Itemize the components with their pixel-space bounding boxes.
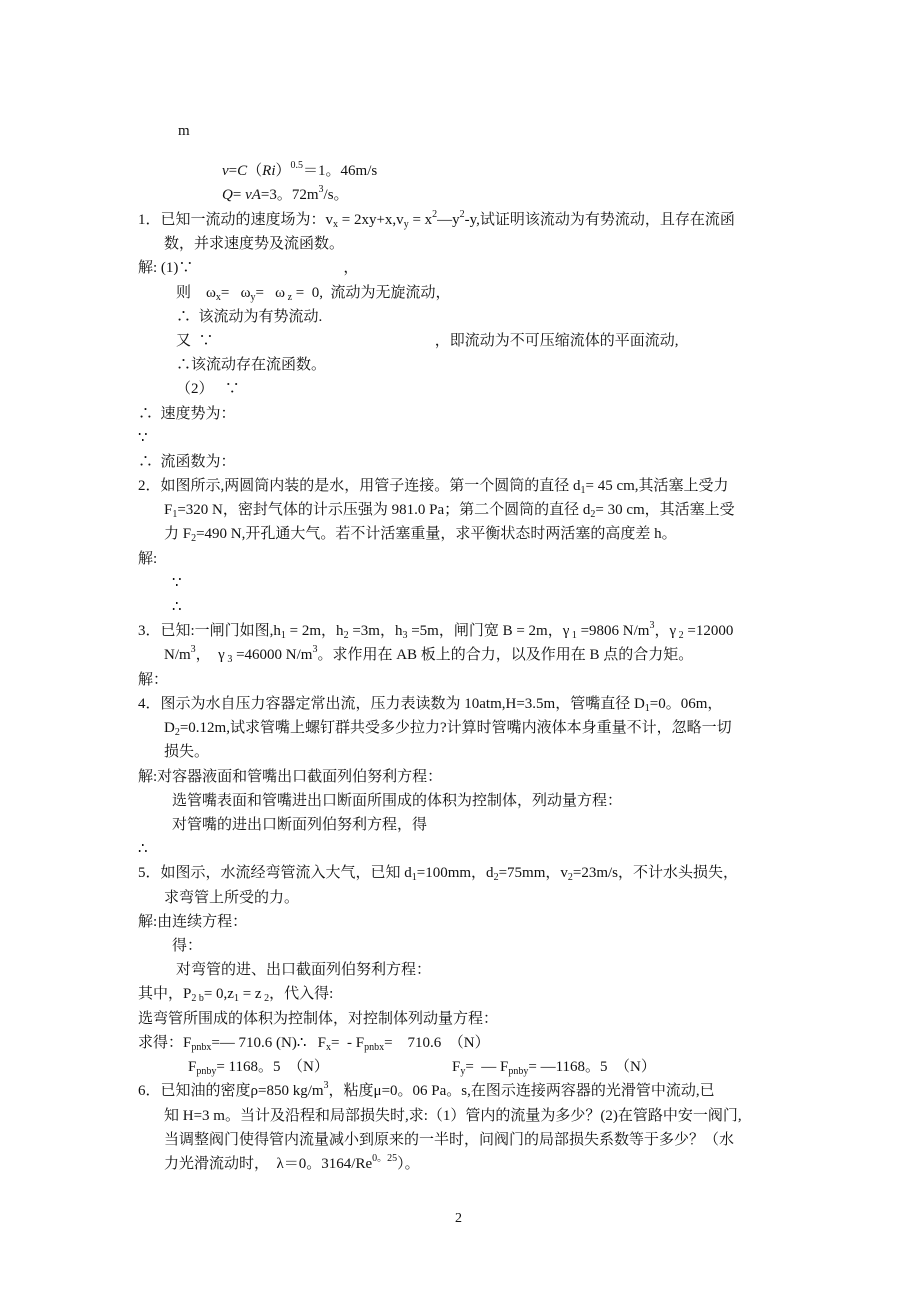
- text-segment: =: [228, 163, 238, 179]
- text-segment: C: [237, 163, 248, 179]
- text-segment: pnby: [196, 1066, 217, 1077]
- text-segment: = 2m，h: [285, 623, 344, 639]
- text-segment: = x: [408, 212, 433, 228]
- solution-line: [172, 939, 202, 954]
- text-segment: y: [250, 292, 256, 303]
- solution-line: [138, 1036, 490, 1051]
- question-2-line: [164, 527, 677, 542]
- text-segment: m: [178, 123, 190, 139]
- text-segment: z: [285, 292, 293, 303]
- text-segment: （2） ∵: [176, 381, 240, 397]
- solution-line: [172, 794, 622, 809]
- text-segment: = 0,z: [203, 986, 234, 1002]
- text-segment: x: [215, 292, 221, 303]
- solution-line: [138, 770, 442, 785]
- text-segment: v: [222, 163, 229, 179]
- text-segment: ，γ: [654, 623, 677, 639]
- text-segment: F: [164, 502, 173, 518]
- text-segment: = ω: [255, 285, 286, 301]
- solution-line: [138, 407, 236, 422]
- question-4-line: [138, 697, 722, 712]
- solution-line: [138, 431, 148, 446]
- text-segment: 2．如图所示,两圆筒内装的是水，用管子连接。第一个圆筒的直径 d: [138, 478, 581, 494]
- text-segment: 2: [432, 209, 438, 220]
- text-segment: 2: [191, 533, 197, 544]
- text-segment: = 45 cm,其活塞上受力: [585, 478, 729, 494]
- text-segment: ， γ: [195, 647, 225, 663]
- text-segment: 得：: [172, 938, 203, 954]
- text-segment: =3。72m: [260, 187, 319, 203]
- question-3-line: [164, 644, 694, 665]
- text-segment: =0。06m，: [649, 696, 723, 712]
- text-segment: 损失。: [164, 744, 210, 760]
- text-segment: 2: [676, 630, 684, 641]
- solution-line: [452, 1060, 656, 1075]
- question-6-line: [138, 1080, 715, 1099]
- text-segment: =9806 N/m: [576, 623, 650, 639]
- solution-line: [176, 358, 326, 373]
- text-segment: vA: [245, 187, 261, 203]
- text-segment: 6．已知油的密度ρ=850 kg/m: [138, 1083, 324, 1099]
- text-segment: = ω: [220, 285, 251, 301]
- text-segment: 对弯管的进、出口截面列伯努利方程：: [176, 962, 432, 978]
- text-segment: 5．如图示，水流经弯管流入大气，已知 d: [138, 865, 412, 881]
- text-segment: 3: [323, 1080, 329, 1091]
- text-segment: = 2xy+x,v: [338, 212, 404, 228]
- text-line: [222, 160, 378, 179]
- text-segment: 3: [318, 184, 324, 195]
- text-segment: =5m，闸门宽 B = 2m，γ: [407, 623, 570, 639]
- text-segment: ＝1。46m/s: [303, 163, 378, 179]
- text-segment: ∵: [138, 430, 148, 446]
- text-segment: x: [333, 219, 339, 230]
- question-4-line: [164, 721, 732, 736]
- text-segment: =: [232, 187, 246, 203]
- text-segment: =490 N,开孔通大气。若不计活塞重量，求平衡状态时两活塞的高度差 h。: [196, 526, 677, 542]
- text-segment: pnbx: [191, 1042, 212, 1053]
- text-segment: = z: [238, 986, 262, 1002]
- solution-line: [172, 600, 182, 615]
- text-segment: =100mm，d: [416, 865, 494, 881]
- solution-line: [138, 673, 168, 688]
- text-segment: =12000: [683, 623, 734, 639]
- text-segment: ∴ 速度势为：: [138, 406, 236, 422]
- text-segment: ∴: [138, 841, 148, 857]
- text-segment: 2: [590, 509, 596, 520]
- page-number: 2: [455, 1211, 462, 1226]
- text-segment: pnbx: [364, 1042, 385, 1053]
- text-segment: 2: [174, 727, 180, 738]
- text-segment: 1: [569, 630, 577, 641]
- text-segment: 3: [312, 644, 318, 655]
- text-segment: y: [460, 1066, 466, 1077]
- text-segment: =320 N，密封气体的计示压强为 981.0 Pa；第二个圆筒的直径 d: [177, 502, 591, 518]
- text-segment: 4．图示为水自压力容器定常出流，压力表读数为 10atm,H=3.5m，管嘴直径 D: [138, 696, 645, 712]
- text-segment: pnby: [508, 1066, 529, 1077]
- text-segment: F: [452, 1059, 461, 1075]
- text-segment: =75mm，v: [498, 865, 568, 881]
- solution-line: [172, 818, 427, 833]
- text-segment: 又 ∵ ，即流动为不可压缩流体的平面流动,: [176, 333, 679, 349]
- text-segment: = — F: [465, 1059, 509, 1075]
- text-segment: = 30 cm，其活塞上受: [595, 502, 735, 518]
- solution-line: [172, 576, 182, 591]
- text-segment: 3: [402, 630, 408, 641]
- text-line: [222, 184, 349, 203]
- text-segment: 则 ω: [176, 285, 216, 301]
- text-segment: =23m/s，不计水头损失，: [572, 865, 738, 881]
- text-segment: 2: [493, 872, 499, 883]
- text-segment: 3: [190, 644, 196, 655]
- text-segment: 3．已知:一闸门如图,h: [138, 623, 281, 639]
- text-segment: 1: [280, 630, 286, 641]
- question-5-line: [138, 866, 738, 881]
- text-segment: = 0, 流动为无旋流动，: [292, 285, 451, 301]
- text-segment: 。求作用在 AB 板上的合力，以及作用在 B 点的合力矩。: [317, 647, 694, 663]
- text-segment: 对管嘴的进出口断面列伯努利方程，得: [172, 817, 428, 833]
- text-segment: D: [164, 720, 175, 736]
- text-segment: y: [403, 219, 409, 230]
- text-segment: 1: [644, 703, 650, 714]
- text-segment: —y: [437, 212, 460, 228]
- text-segment: ∴ 该流动为有势流动.: [176, 309, 323, 325]
- text-segment: -y,试证明该流动为有势流动，且存在流函: [464, 212, 735, 228]
- text-segment: 选管嘴表面和管嘴进出口断面所围成的体积为控制体，列动量方程：: [172, 793, 623, 809]
- text-segment: 解：: [138, 672, 169, 688]
- text-segment: 选弯管所围成的体积为控制体，对控制体列动量方程：: [138, 1011, 499, 1027]
- text-segment: 解: (1)∵ ，: [138, 260, 359, 276]
- solution-line: [138, 1012, 498, 1027]
- question-5-line: [164, 891, 299, 906]
- text-line: [178, 124, 190, 139]
- question-6-line: [164, 1109, 742, 1124]
- text-segment: F: [188, 1059, 197, 1075]
- text-segment: Ri: [262, 163, 276, 179]
- text-segment: 力光滑流动时， λ＝0。3164/Re: [164, 1156, 373, 1172]
- text-segment: 求弯管上所受的力。: [164, 890, 300, 906]
- text-segment: 1: [580, 485, 586, 496]
- question-6-line: [164, 1133, 734, 1148]
- text-segment: 其中，P: [138, 986, 192, 1002]
- text-segment: N/m: [164, 647, 191, 663]
- text-segment: 解:对容器液面和管嘴出口截面列伯努利方程：: [138, 769, 443, 785]
- text-segment: 2 b: [191, 993, 204, 1004]
- text-segment: 1: [172, 509, 178, 520]
- text-segment: 解:: [138, 551, 158, 567]
- solution-line: [138, 552, 157, 567]
- text-segment: = 1168。5 （N）: [216, 1059, 329, 1075]
- text-segment: = 710.6 （N）: [384, 1035, 490, 1051]
- text-segment: 0.5: [290, 160, 304, 171]
- text-segment: 2: [459, 209, 465, 220]
- question-4-line: [164, 745, 209, 760]
- question-1-line: [138, 209, 735, 230]
- text-segment: ，粘度μ=0。06 Pa。s,在图示连接两容器的光滑管中流动,已: [328, 1083, 715, 1099]
- text-segment: ，代入得:: [269, 986, 334, 1002]
- solution-line: [138, 987, 333, 1002]
- solution-line: [188, 1060, 329, 1075]
- text-segment: = - F: [331, 1035, 365, 1051]
- text-segment: =46000 N/m: [232, 647, 313, 663]
- text-segment: 2: [261, 993, 270, 1004]
- question-2-line: [164, 503, 735, 518]
- solution-line: [176, 382, 240, 397]
- text-segment: Q: [222, 187, 233, 203]
- question-2-line: [138, 479, 729, 494]
- question-3-line: [138, 620, 734, 641]
- text-segment: = —1168。5 （N）: [528, 1059, 656, 1075]
- question-1-line: [164, 237, 344, 252]
- solution-line: [138, 842, 148, 857]
- text-segment: 3: [224, 654, 233, 665]
- text-segment: 1: [411, 872, 417, 883]
- text-segment: 1．已知一流动的速度场为：v: [138, 212, 334, 228]
- solution-line: [176, 310, 322, 325]
- text-segment: 当调整阀门使得管内流量减小到原来的一半时，问阀门的局部损失系数等于多少？（水: [164, 1132, 735, 1148]
- text-segment: =3m，h: [348, 623, 403, 639]
- solution-line: [138, 261, 358, 276]
- text-segment: 3: [649, 620, 655, 631]
- text-segment: 数，并求速度势及流函数。: [164, 236, 345, 252]
- text-segment: 解:由连续方程：: [138, 914, 248, 930]
- text-segment: 2: [567, 872, 573, 883]
- text-segment: 1: [233, 993, 239, 1004]
- text-segment: ∵: [172, 575, 182, 591]
- text-segment: ∴: [172, 599, 182, 615]
- text-segment: ∴该流动存在流函数。: [176, 357, 327, 373]
- text-segment: /s。: [323, 187, 349, 203]
- text-segment: ）: [275, 163, 291, 179]
- text-segment: 知 H=3 m。当计及沿程和局部损失时,求:（1）管内的流量为多少？(2)在管路中安一阀门,: [164, 1108, 742, 1124]
- text-segment: 0。25: [372, 1153, 398, 1164]
- text-segment: （: [247, 163, 263, 179]
- question-6-line: [164, 1153, 420, 1172]
- solution-line: [176, 334, 679, 349]
- text-segment: x: [326, 1042, 332, 1053]
- text-segment: 2: [343, 630, 349, 641]
- text-segment: =0.12m,试求管嘴上螺钉群共受多少拉力?计算时管嘴内液体本身重量不计，忽略一切: [179, 720, 732, 736]
- solution-line: [176, 286, 450, 301]
- text-segment: ）。: [397, 1156, 420, 1172]
- text-segment: ∴ 流函数为：: [138, 454, 236, 470]
- text-segment: 求得：F: [138, 1035, 192, 1051]
- solution-line: [176, 963, 431, 978]
- text-segment: 力 F: [164, 526, 192, 542]
- text-segment: =— 710.6 (N)∴ F: [211, 1035, 327, 1051]
- solution-line: [138, 455, 236, 470]
- solution-line: [138, 915, 247, 930]
